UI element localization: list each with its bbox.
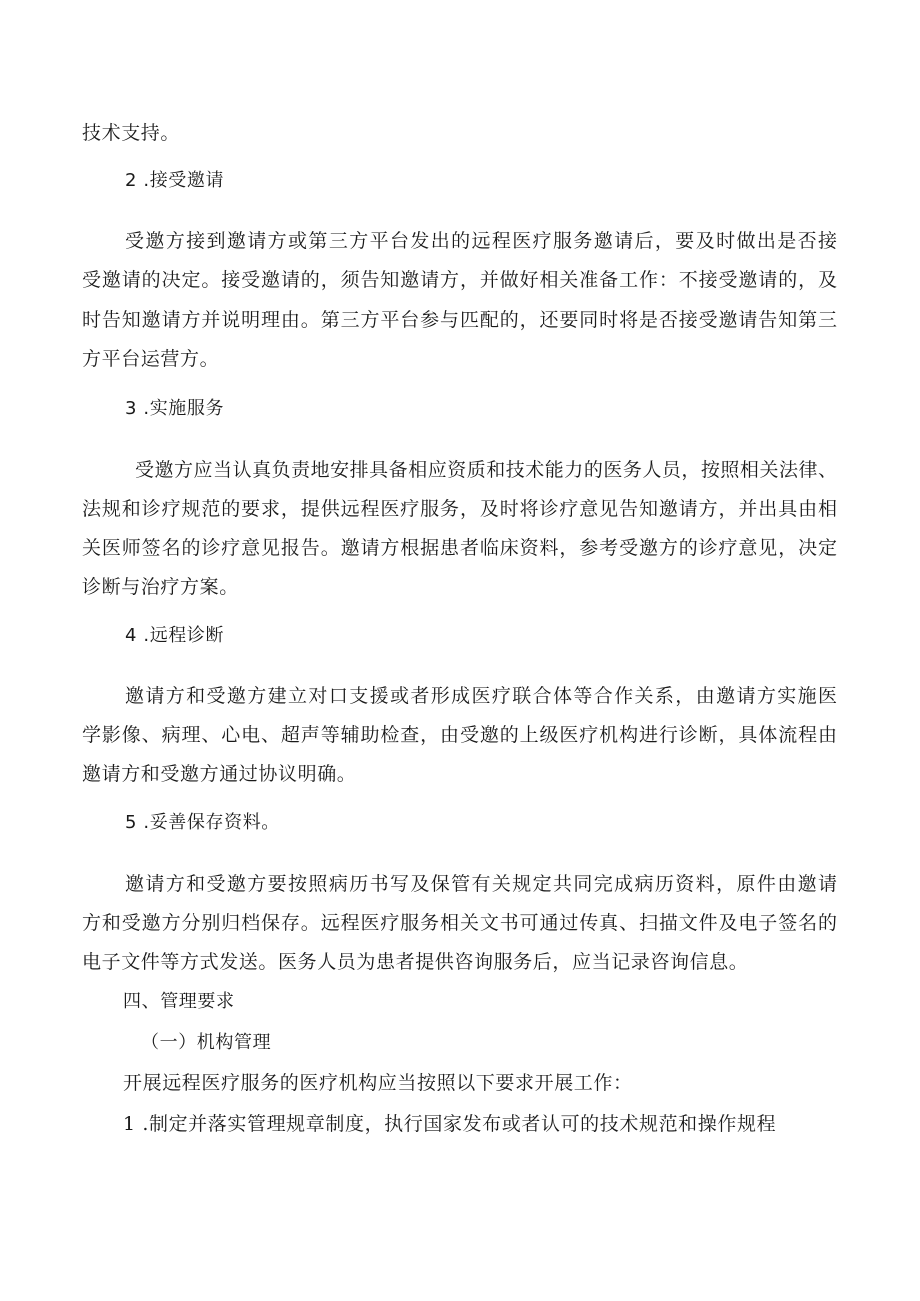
text-line: 受邀方应当认真负责地安排具备相应资质和技术能力的医务人员，按照相关法律、 xyxy=(135,459,837,481)
section-heading: 四、管理要求 xyxy=(123,991,235,1012)
section-heading: 4 .远程诊断 xyxy=(125,625,225,646)
text-line: 方平台运营方。 xyxy=(82,348,220,370)
text-line: 受邀方接到邀请方或第三方平台发出的远程医疗服务邀请后，要及时做出是否接 xyxy=(125,230,837,252)
section-heading: 5 .妥善保存资料。 xyxy=(125,812,280,833)
text-line: 邀请方和受邀方通过协议明确。 xyxy=(82,763,357,785)
text-line: 邀请方和受邀方建立对口支援或者形成医疗联合体等合作关系，由邀请方实施医 xyxy=(125,685,837,707)
text-line: 法规和诊疗规范的要求，提供远程医疗服务，及时将诊疗意见告知邀请方，并出具由相 xyxy=(82,498,837,520)
text-line: 电子文件等方式发送。医务人员为患者提供咨询服务后，应当记录咨询信息。 xyxy=(82,951,749,973)
text-line: 邀请方和受邀方要按照病历书写及保管有关规定共同完成病历资料，原件由邀请 xyxy=(125,873,837,895)
text-line: 1 .制定并落实管理规章制度，执行国家发布或者认可的技术规范和操作规程 xyxy=(123,1113,777,1135)
subsection-heading: （一）机构管理 xyxy=(141,1032,272,1053)
section-heading: 2 .接受邀请 xyxy=(125,170,225,191)
text-line: 开展远程医疗服务的医疗机构应当按照以下要求开展工作： xyxy=(123,1072,633,1094)
text-line: 关医师签名的诊疗意见报告。邀请方根据患者临床资料，参考受邀方的诊疗意见，决定 xyxy=(82,537,837,559)
text-line: 时告知邀请方并说明理由。第三方平台参与匹配的，还要同时将是否接受邀请告知第三 xyxy=(82,309,837,331)
text-line: 技术支持。 xyxy=(82,122,181,144)
text-line: 方和受邀方分别归档保存。远程医疗服务相关文书可通过传真、扫描文件及电子签名的 xyxy=(82,912,837,934)
text-line: 受邀请的决定。接受邀请的，须告知邀请方，并做好相关准备工作：不接受邀请的，及 xyxy=(82,269,837,291)
text-line: 学影像、病理、心电、超声等辅助检查，由受邀的上级医疗机构进行诊断，具体流程由 xyxy=(82,724,837,746)
section-heading: 3 .实施服务 xyxy=(125,398,225,419)
text-line: 诊断与治疗方案。 xyxy=(82,576,239,598)
